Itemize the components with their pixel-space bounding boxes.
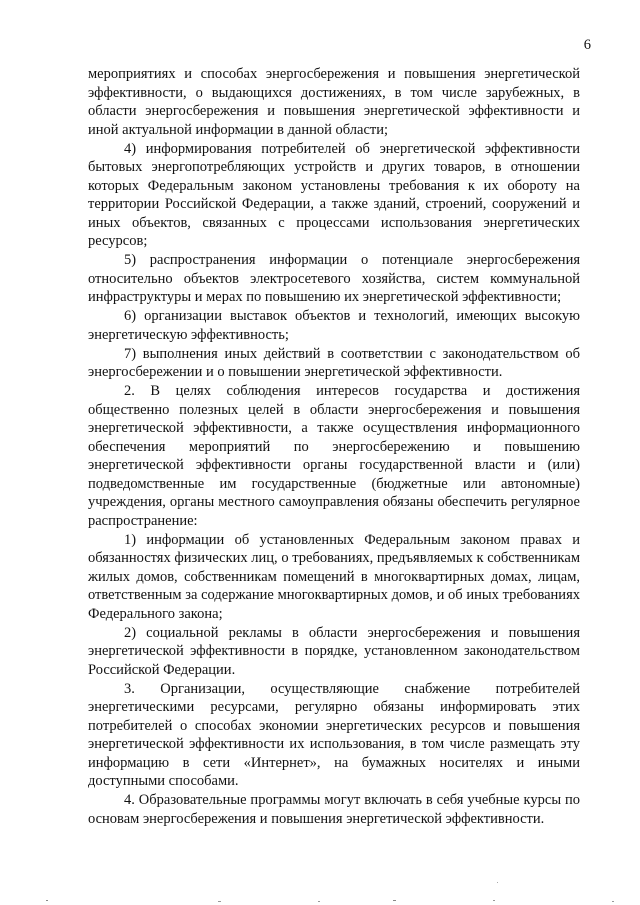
paragraph-continuation: мероприятиях и способах энергосбережения и повышения энергетической эффективности, о выдающихся достижениях, в том числе зарубежных, в области энергосбережения и повышения энергетической эффективности и иной актуальной информации в данной области; <box>88 66 580 138</box>
page-number: 6 <box>583 37 591 53</box>
document-body <box>88 65 580 829</box>
paragraph-section-2-item-2: 2) социальной рекламы в области энергосбережения и повышения энергетической эффективности в порядке, установленном законодательством Российской Федерации. <box>88 624 580 678</box>
paragraph-item-7: 7) выполнения иных действий в соответствии с законодательством об энергосбережении и о повышении энергетической эффективности. <box>88 345 580 380</box>
paragraph-section-3: 3. Организации, осуществляющие снабжение потребителей энергетическими ресурсами, регулярно обязаны информировать этих потребителей о способах экономии энергетических ресурсов и повышения энергетической эффективности их использования, в том числе размещать эту информацию в сети «Интернет», на бумажных носителях и иными доступными способами. <box>88 680 580 789</box>
paragraph-item-5: 5) распространения информации о потенциале энергосбережения относительно объектов электросетевого хозяйства, систем коммунальной инфраструктуры и мерах по повышению их энергетической эффективности; <box>88 252 580 305</box>
scan-specks <box>0 880 640 905</box>
paragraph-item-6: 6) организации выставок объектов и технологий, имеющих высокую энергетическую эффективность; <box>88 308 580 343</box>
paragraph-section-4: 4. Образовательные программы могут включать в себя учебные курсы по основам энергосбережения и повышения энергетической эффективности. <box>88 792 580 827</box>
paragraph-item-4: 4) информирования потребителей об энергетической эффективности бытовых энергопотребляющих устройств и других товаров, в отношении которых Федеральным законом установлены требования к их обороту на территории Российской Федерации, а также зданий, строений, сооружений и иных объектов, связанных с процессами использования энергетических ресурсов; <box>88 140 580 249</box>
paragraph-section-2: 2. В целях соблюдения интересов государства и достижения общественно полезных целей в области энергосбережения и повышения энергетической эффективности, а также осуществления информационного обеспечения мероприятий по энергосбережению и повышению энергетической эффективности органы государственной власти и (или) подведомственные им государственные (бюджетные или автономные) учреждения, органы местного самоуправления обязаны обеспечить регулярное распространение: <box>88 383 580 529</box>
paragraph-section-2-item-1: 1) информации об установленных Федеральным законом правах и обязанностях физических лиц, о требованиях, предъявляемых к собственникам жилых домов, собственникам помещений в многоквартирных домах, лицам, ответственным за содержание многоквартирных домов, и об иных требованиях Федерального закона; <box>88 531 580 622</box>
